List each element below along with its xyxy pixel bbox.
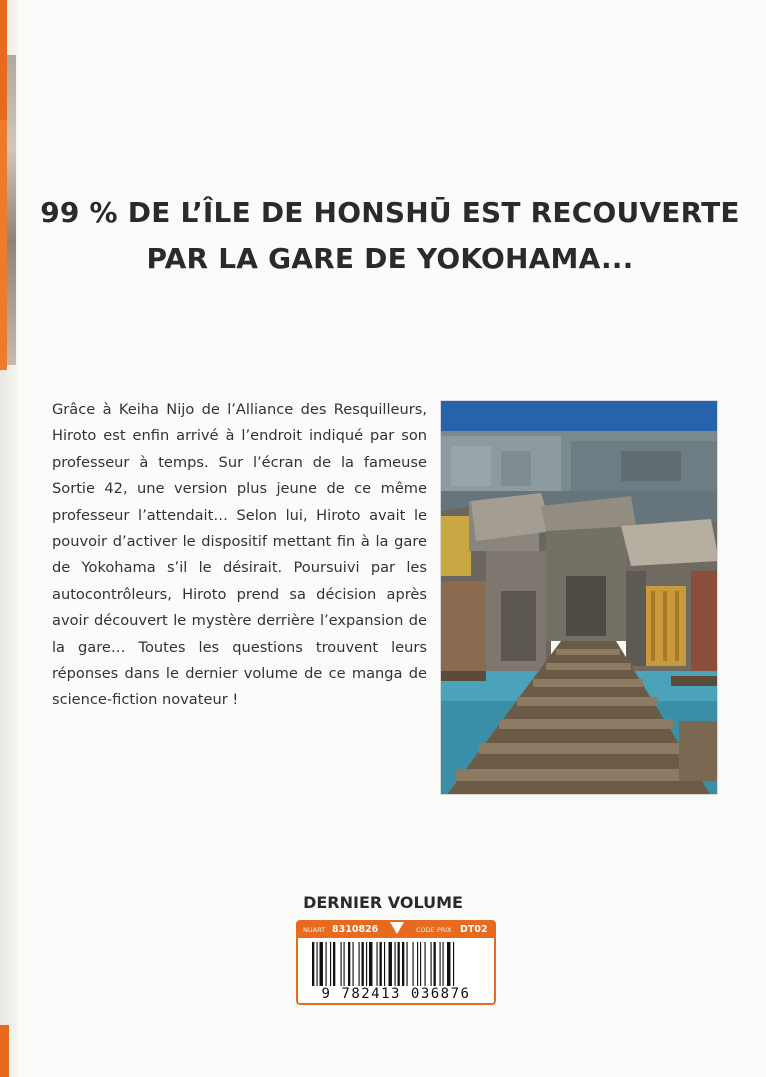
barcode-bar xyxy=(380,942,382,986)
barcode-bar xyxy=(362,942,364,986)
barcode-notch-icon xyxy=(390,922,404,934)
barcode-bar xyxy=(420,942,421,986)
barcode-bar xyxy=(317,942,318,986)
spine-orange-band-top xyxy=(0,0,7,120)
barcode-bar xyxy=(440,942,441,986)
barcode-bar xyxy=(453,942,454,986)
volume-label: DERNIER VOLUME xyxy=(303,893,463,912)
barcode-bar xyxy=(389,942,392,986)
nuart-label: NUART xyxy=(303,926,326,934)
barcode-bar xyxy=(384,942,385,986)
barcode-bar xyxy=(312,942,314,986)
book-spine-edge xyxy=(0,0,18,1077)
barcode-bar xyxy=(425,942,426,986)
barcode-block xyxy=(296,920,496,1005)
barcode-bar xyxy=(348,942,350,986)
barcode-bar xyxy=(333,942,335,986)
barcode-bar xyxy=(366,942,367,986)
barcode-bar xyxy=(413,942,414,986)
barcode-bar xyxy=(431,942,432,986)
spine-orange-band-bottom xyxy=(0,1025,9,1077)
barcode-bar xyxy=(377,942,378,986)
headline-line-2: PAR LA GARE DE YOKOHAMA... xyxy=(146,242,634,275)
barcode-bar xyxy=(443,942,444,986)
barcode-bar xyxy=(398,942,400,986)
spine-orange-band xyxy=(0,120,7,370)
headline-line-1: 99 % DE L’ÎLE DE HONSHŪ EST RECOUVERTE xyxy=(40,196,740,229)
barcode-bar xyxy=(344,942,345,986)
headline xyxy=(40,190,740,282)
code-prix-value: DT02 xyxy=(460,924,488,935)
barcode-bar xyxy=(326,942,327,986)
barcode-bar xyxy=(434,942,436,986)
barcode-bar xyxy=(369,942,372,986)
barcode-bar xyxy=(447,942,450,986)
barcode-bars xyxy=(312,942,482,986)
cover-illustration xyxy=(440,400,718,795)
barcode-bar xyxy=(402,942,404,986)
barcode-bar xyxy=(330,942,331,986)
barcode-bar xyxy=(320,942,323,986)
barcode-digits: 9 782413 036876 xyxy=(321,986,471,1002)
synopsis-text: Grâce à Keiha Nijo de l’Alliance des Resquilleurs, Hiroto est enfin arrivé à l’endroit indiqué par son professeur à temps. Sur l’écran de la fameuse Sortie 42, une version plus jeune de ce même professeur l’attendait… Selon lui, Hiroto avait le pouvoir d’activer le dispositif mettant fin à la gare de Yokohama s’il le désirait. Poursuivi par les autocontrôleurs, Hiroto prend sa décision après avoir découvert le mystère derrière l’expansion de la gare… Toutes les questions trouvent leurs réponses dans le dernier volume de ce manga de science-fiction novateur ! xyxy=(52,401,427,709)
barcode-bar xyxy=(407,942,408,986)
barcode-bar xyxy=(353,942,354,986)
code-prix-label: CODE PRIX xyxy=(416,926,452,934)
nuart-value: 8310826 xyxy=(332,924,379,935)
barcode-bar xyxy=(395,942,396,986)
barcode-bar xyxy=(359,942,360,986)
barcode-bar xyxy=(417,942,418,986)
barcode-header xyxy=(298,922,494,938)
barcode-bar xyxy=(341,942,342,986)
